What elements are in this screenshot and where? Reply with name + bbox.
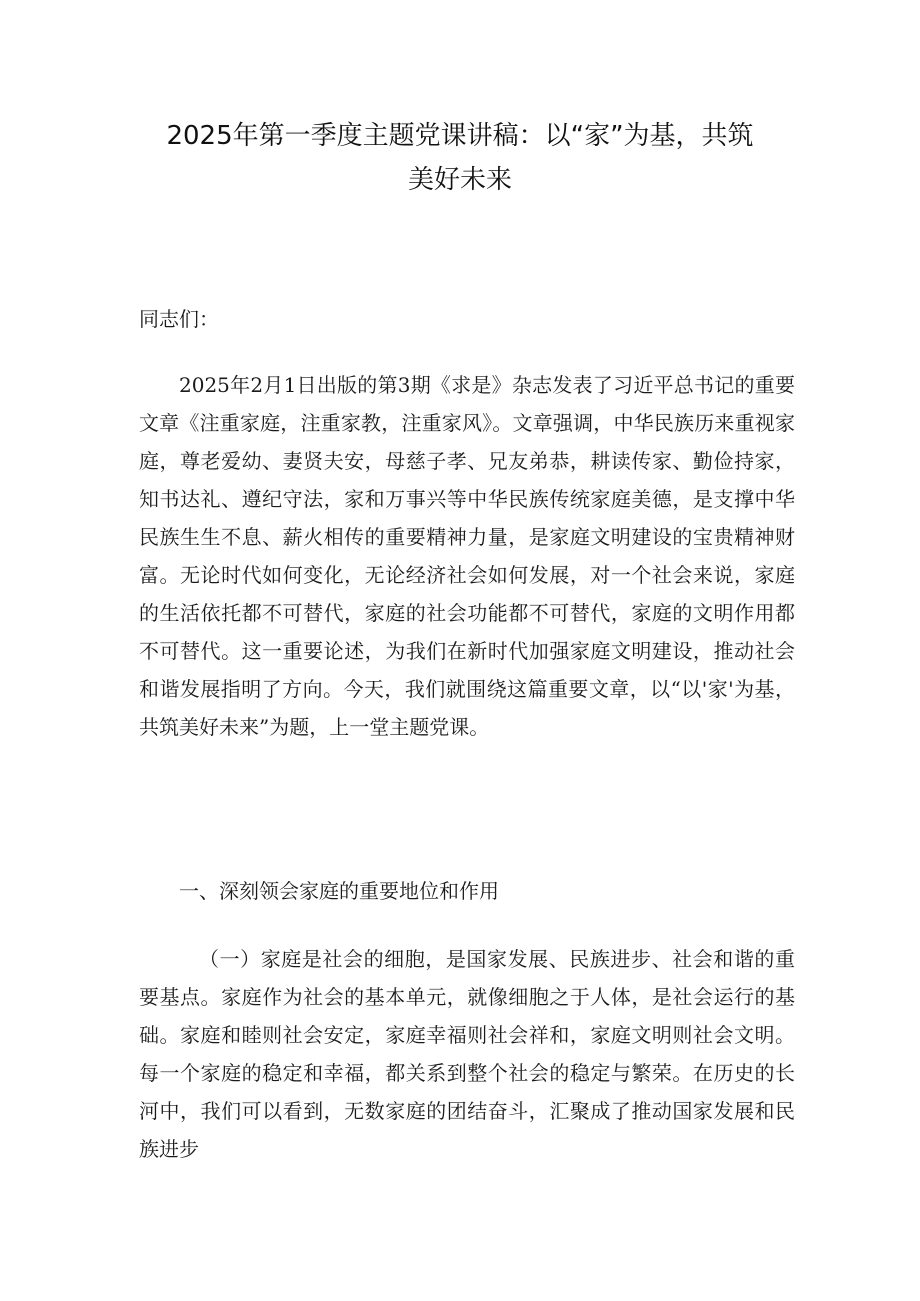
section-heading-1: 一、深刻领会家庭的重要地位和作用 (179, 879, 499, 903)
document-title (100, 114, 820, 202)
salutation: 同志们： (139, 307, 219, 331)
intro-paragraph: 2025年2月1日出版的第3期《求是》杂志发表了习近平总书记的重要文章《注重家庭，注重家教，注重家风》。文章强调，中华民族历来重视家庭，尊老爱幼、妻贤夫安，母慈子孝、兄友弟恭，耕读传家、勤俭持家，知书达礼、遵纪守法，家和万事兴等中华民族传统家庭美德，是支撑中华民族生生不息、薪火相传的重要精神力量，是家庭文明建设的宝贵精神财富。无论时代如何变化，无论经济社会如何发展，对一个社会来说，家庭的生活依托都不可替代，家庭的社会功能都不可替代，家庭的文明作用都不可替代。这一重要论述，为我们在新时代加强家庭文明建设，推动社会和谐发展指明了方向。今天，我们就围绕这篇重要文章，以“以'家'为基，共筑美好未来”为题，上一堂主题党课。 (139, 373, 795, 739)
title-line-1: 2025年第一季度主题党课讲稿：以“家”为基，共筑 (166, 121, 754, 151)
subsection-paragraph-1: （一）家庭是社会的细胞，是国家发展、民族进步、社会和谐的重要基点。家庭作为社会的基本单元，就像细胞之于人体，是社会运行的基础。家庭和睦则社会安定，家庭幸福则社会祥和，家庭文明则社会文明。每一个家庭的稳定和幸福，都关系到整个社会的稳定与繁荣。在历史的长河中，我们可以看到，无数家庭的团结奋斗，汇聚成了推动国家发展和民族进步 (139, 947, 795, 1161)
title-line-2: 美好未来 (407, 165, 512, 195)
